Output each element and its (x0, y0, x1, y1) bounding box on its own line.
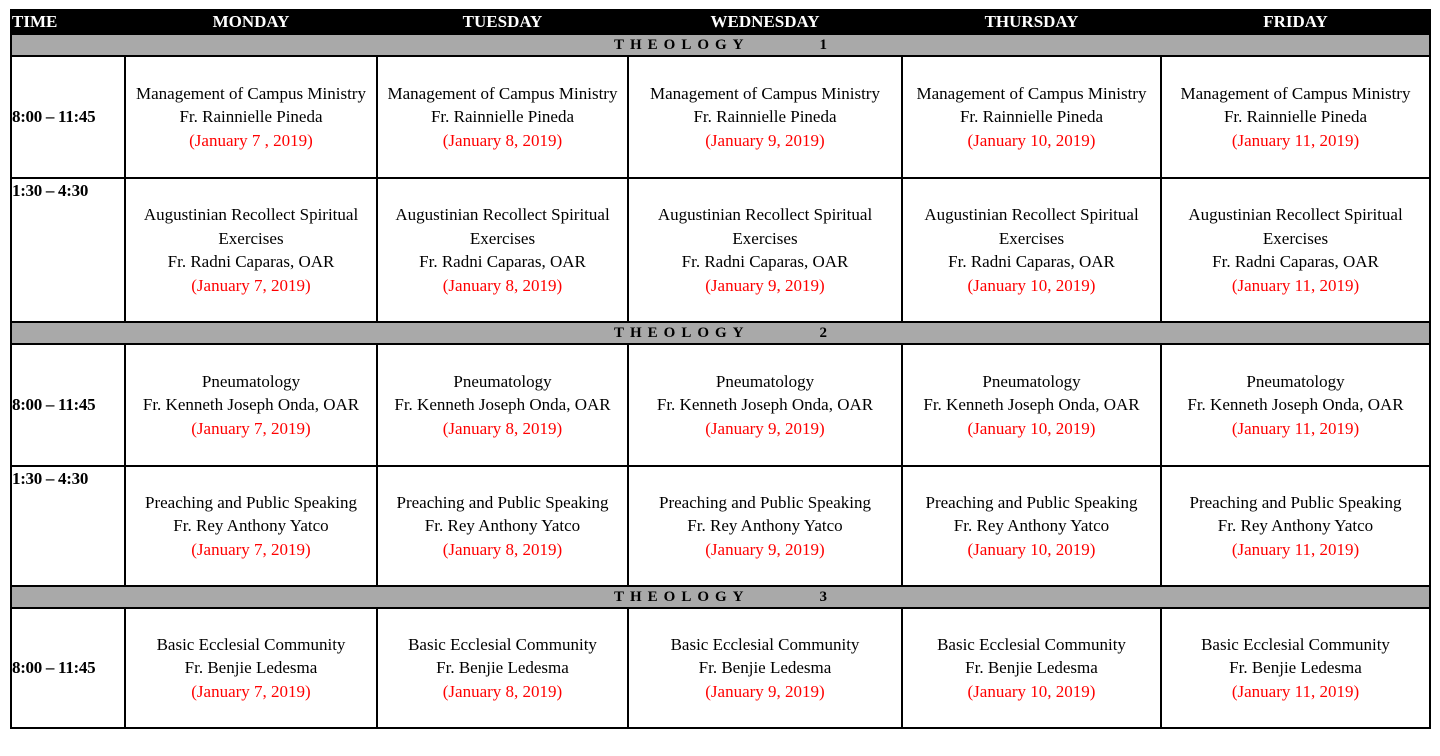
instructor-name: Fr. Rey Anthony Yatco (173, 516, 329, 536)
course-name: Preaching and Public Speaking (925, 492, 1138, 512)
course-name: Management of Campus Ministry (650, 83, 880, 103)
instructor-name: Fr. Kenneth Joseph Onda, OAR (142, 395, 360, 415)
day-header-friday: FRIDAY (1161, 10, 1430, 34)
class-date: (January 7 , 2019) (189, 130, 313, 150)
instructor-name: Fr. Benjie Ledesma (965, 658, 1098, 678)
instructor-name: Fr. Benjie Ledesma (1229, 658, 1362, 678)
class-date: (January 9, 2019) (705, 418, 825, 438)
instructor-name: Fr. Radni Caparas, OAR (167, 252, 335, 271)
day-header-wednesday: WEDNESDAY (628, 10, 902, 34)
instructor-name: Fr. Rey Anthony Yatco (424, 516, 581, 536)
section-name: THEOLOGY (613, 589, 750, 605)
instructor-name: Fr. Kenneth Joseph Onda, OAR (394, 395, 611, 415)
class-date: (January 8, 2019) (442, 275, 563, 295)
instructor-name: Fr. Radni Caparas, OAR (419, 252, 586, 271)
section-header-theology-3 (11, 586, 1430, 608)
class-date: (January 9, 2019) (705, 539, 825, 559)
class-cell-monday (125, 56, 377, 178)
instructor-name: Fr. Rainnielle Pineda (693, 107, 837, 127)
class-cell-friday (1161, 178, 1430, 322)
class-cell-friday (1161, 344, 1430, 466)
class-cell-monday (125, 608, 377, 728)
class-cell-monday (125, 344, 377, 466)
class-date: (January 7, 2019) (191, 275, 311, 295)
section-number: 1 (819, 37, 828, 53)
class-date: (January 11, 2019) (1231, 418, 1360, 438)
course-name: Pneumatology (982, 371, 1081, 391)
instructor-name: Fr. Benjie Ledesma (698, 658, 832, 678)
course-name: Management of Campus Ministry (136, 83, 366, 103)
section-number: 3 (819, 589, 828, 605)
class-cell-thursday (902, 178, 1161, 322)
class-cell-thursday (902, 466, 1161, 586)
time-header: TIME (11, 10, 125, 34)
time-slot: 8:00 – 11:45 (11, 608, 125, 728)
course-name: Augustinian Recollect Spiritual Exercises (143, 205, 359, 248)
class-cell-monday (125, 466, 377, 586)
section-label (11, 586, 1430, 608)
section-label (11, 34, 1430, 56)
class-date: (January 8, 2019) (442, 130, 563, 150)
class-date: (January 9, 2019) (705, 130, 825, 150)
course-name: Basic Ecclesial Community (408, 634, 597, 654)
time-slot: 1:30 – 4:30 (11, 466, 125, 586)
class-date: (January 11, 2019) (1231, 275, 1360, 295)
course-name: Pneumatology (453, 371, 552, 391)
course-name: Basic Ecclesial Community (670, 634, 860, 654)
course-name: Basic Ecclesial Community (156, 634, 346, 654)
instructor-name: Fr. Rey Anthony Yatco (687, 516, 843, 536)
course-name: Pneumatology (1246, 371, 1345, 391)
schedule-row (11, 608, 1430, 728)
class-cell-friday (1161, 466, 1430, 586)
instructor-name: Fr. Radni Caparas, OAR (1212, 252, 1379, 271)
class-date: (January 8, 2019) (442, 418, 563, 438)
course-name: Preaching and Public Speaking (1189, 492, 1402, 512)
instructor-name: Fr. Rainnielle Pineda (1223, 107, 1368, 127)
class-date: (January 10, 2019) (967, 418, 1096, 438)
class-cell-tuesday (377, 608, 628, 728)
course-name: Augustinian Recollect Spiritual Exercises (395, 205, 610, 248)
course-name: Management of Campus Ministry (387, 83, 618, 103)
course-name: Pneumatology (715, 371, 815, 391)
class-cell-friday (1161, 608, 1430, 728)
section-label (11, 322, 1430, 344)
class-date: (January 11, 2019) (1231, 539, 1360, 559)
course-name: Augustinian Recollect Spiritual Exercises (657, 205, 873, 248)
course-name: Preaching and Public Speaking (396, 492, 609, 512)
class-date: (January 11, 2019) (1231, 130, 1360, 150)
section-header-theology-1 (11, 34, 1430, 56)
section-name: THEOLOGY (613, 325, 750, 341)
class-cell-wednesday (628, 466, 902, 586)
day-header-tuesday: TUESDAY (377, 10, 628, 34)
course-name: Augustinian Recollect Spiritual Exercises (924, 205, 1139, 248)
section-number: 2 (819, 325, 828, 341)
class-date: (January 10, 2019) (967, 130, 1096, 150)
schedule-table (10, 9, 1431, 729)
instructor-name: Fr. Rainnielle Pineda (430, 107, 575, 127)
class-date: (January 11, 2019) (1231, 681, 1360, 701)
class-date: (January 10, 2019) (967, 681, 1096, 701)
header-row (11, 10, 1430, 34)
class-date: (January 7, 2019) (191, 539, 311, 559)
schedule-row (11, 344, 1430, 466)
class-cell-friday (1161, 56, 1430, 178)
class-cell-wednesday (628, 608, 902, 728)
class-cell-wednesday (628, 178, 902, 322)
instructor-name: Fr. Benjie Ledesma (184, 658, 318, 678)
instructor-name: Fr. Rey Anthony Yatco (953, 516, 1110, 536)
schedule-row (11, 178, 1430, 322)
class-date: (January 9, 2019) (705, 275, 825, 295)
class-cell-wednesday (628, 344, 902, 466)
section-header-theology-2 (11, 322, 1430, 344)
time-slot: 8:00 – 11:45 (11, 344, 125, 466)
course-name: Management of Campus Ministry (916, 83, 1147, 103)
time-slot: 1:30 – 4:30 (11, 178, 125, 322)
instructor-name: Fr. Rainnielle Pineda (179, 107, 323, 127)
section-name: THEOLOGY (613, 37, 750, 53)
class-cell-wednesday (628, 56, 902, 178)
class-cell-thursday (902, 344, 1161, 466)
class-date: (January 7, 2019) (191, 418, 311, 438)
class-cell-thursday (902, 608, 1161, 728)
class-cell-tuesday (377, 344, 628, 466)
instructor-name: Fr. Radni Caparas, OAR (681, 252, 849, 271)
class-date: (January 10, 2019) (967, 275, 1096, 295)
class-date: (January 9, 2019) (705, 681, 825, 701)
class-cell-tuesday (377, 466, 628, 586)
instructor-name: Fr. Kenneth Joseph Onda, OAR (1187, 395, 1404, 415)
course-name: Preaching and Public Speaking (659, 492, 871, 512)
course-name: Pneumatology (201, 371, 301, 391)
day-header-thursday: THURSDAY (902, 10, 1161, 34)
instructor-name: Fr. Benjie Ledesma (436, 658, 569, 678)
course-name: Basic Ecclesial Community (1201, 634, 1390, 654)
class-date: (January 8, 2019) (442, 681, 563, 701)
time-slot: 8:00 – 11:45 (11, 56, 125, 178)
course-name: Management of Campus Ministry (1180, 83, 1411, 103)
instructor-name: Fr. Rainnielle Pineda (959, 107, 1104, 127)
class-cell-monday (125, 178, 377, 322)
schedule-row (11, 56, 1430, 178)
class-date: (January 10, 2019) (967, 539, 1096, 559)
class-cell-thursday (902, 56, 1161, 178)
course-name: Basic Ecclesial Community (937, 634, 1126, 654)
schedule-row (11, 466, 1430, 586)
class-cell-tuesday (377, 56, 628, 178)
course-name: Preaching and Public Speaking (145, 492, 357, 512)
instructor-name: Fr. Kenneth Joseph Onda, OAR (923, 395, 1140, 415)
instructor-name: Fr. Radni Caparas, OAR (948, 252, 1115, 271)
class-cell-tuesday (377, 178, 628, 322)
class-date: (January 8, 2019) (442, 539, 563, 559)
instructor-name: Fr. Rey Anthony Yatco (1217, 516, 1374, 536)
class-date: (January 7, 2019) (191, 681, 311, 701)
course-name: Augustinian Recollect Spiritual Exercises (1188, 205, 1403, 248)
day-header-monday: MONDAY (125, 10, 377, 34)
instructor-name: Fr. Kenneth Joseph Onda, OAR (656, 395, 874, 415)
